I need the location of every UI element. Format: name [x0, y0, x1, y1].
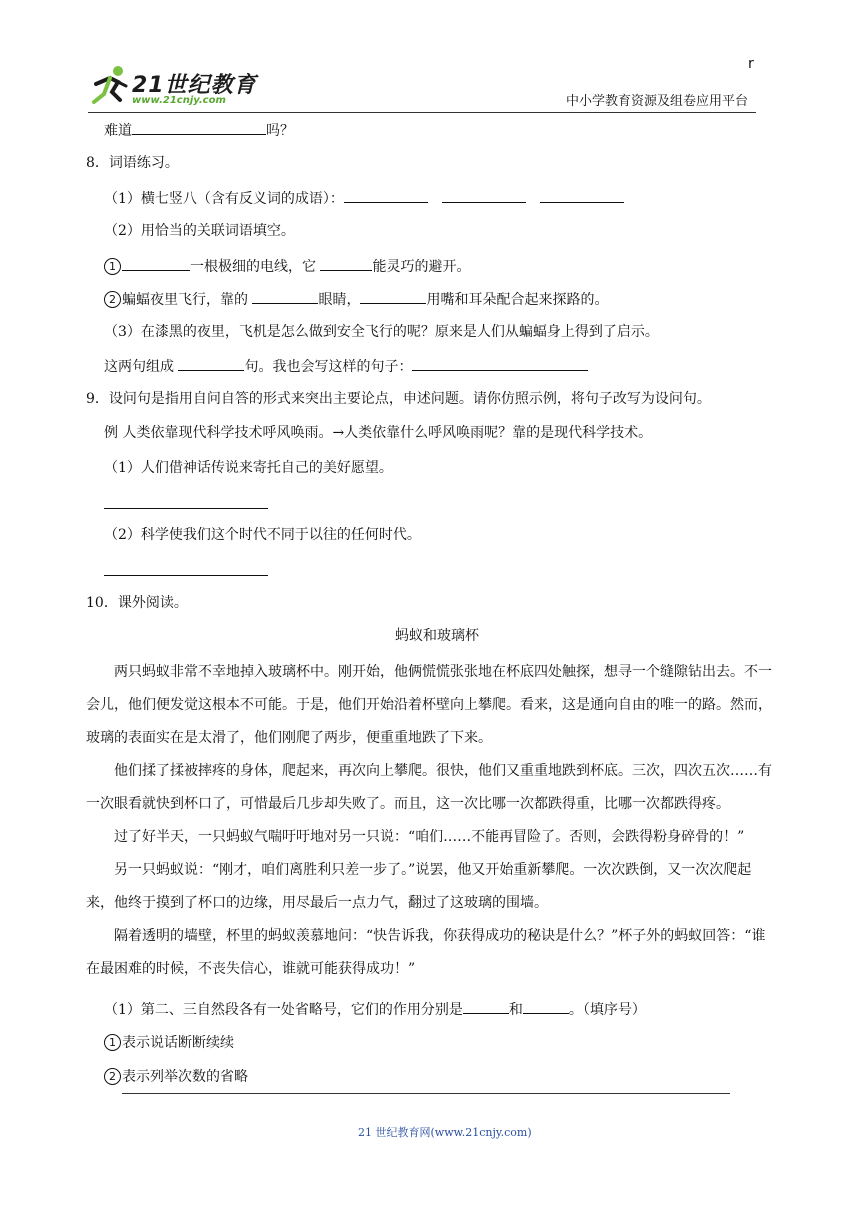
- q10-option-1-text: 表示说话断断续续: [122, 1035, 234, 1051]
- q10-option-2: [104, 1067, 248, 1087]
- q8-p3b-text-a: 这两句组成: [104, 359, 179, 375]
- q8-title: 8．词语练习。: [86, 155, 179, 171]
- q8-part2: （2）用恰当的关联词语填空。: [104, 223, 295, 239]
- q9-title: 9．设问句是指用自问自答的形式来突出主要论点，申述问题。请你仿照示例，将句子改写为设问句。: [86, 391, 711, 407]
- q8-part1: [104, 188, 624, 209]
- q8-own-sentence-blank[interactable]: [412, 356, 588, 371]
- q9-sentence-1: （1）人们借神话传说来寄托自己的美好愿望。: [104, 460, 393, 476]
- circled-number-1: 1: [104, 258, 121, 275]
- q7-prefix: 难道: [104, 123, 132, 139]
- q8-idiom-blank-1[interactable]: [344, 188, 428, 203]
- header-logo: [88, 62, 258, 110]
- q8-c1-text-b: 能灵巧的避开。: [372, 259, 471, 275]
- q8-sentence-type-blank[interactable]: [178, 356, 244, 371]
- q7-blank[interactable]: [132, 120, 266, 135]
- story-paragraph-3: 过了好半天，一只蚂蚁气喘吁吁地对另一只说：“咱们……不能再冒险了。否则，会跌得粉身碎骨的！”: [114, 829, 745, 845]
- footer-text: 21 世纪教育网(www.21cnjy.com): [358, 1126, 532, 1139]
- circled-number-2: 2: [104, 1068, 121, 1085]
- logo-title: 21世纪教育: [132, 73, 257, 98]
- q8-p3b-text-b: 句。我也会写这样的句子：: [244, 359, 413, 375]
- q10-option-1: [104, 1033, 234, 1053]
- q8-c2-blank-2[interactable]: [360, 289, 426, 304]
- q8-c2-text-b: 眼睛，: [318, 292, 361, 308]
- story-paragraph-1: 两只蚂蚁非常不幸地掉入玻璃杯中。刚开始，他俩慌慌张张地在杯底四处触探，想寻一个缝隙钻出去。不一会儿，他们便发觉这根本不可能。于是，他们开始沿着杯壁向上攀爬。看来，这是通向自由的唯一的路。然而，玻璃的表面实在是太滑了，他们刚爬了两步，便重重地跌了下来。: [86, 664, 772, 746]
- q10-sub1-text-c: 。（填序号）: [568, 1002, 646, 1018]
- q10-sub1-blank-2[interactable]: [523, 999, 569, 1014]
- q9-example: 例 人类依靠现代科学技术呼风唤雨。→人类依靠什么呼风唤雨呢？靠的是现代科学技术。: [104, 425, 653, 441]
- header-rule: [88, 112, 756, 113]
- q10-sub1-text-b: 和: [508, 1002, 523, 1018]
- q10-option-2-text: 表示列举次数的省略: [122, 1069, 248, 1085]
- q8-c1-blank-1[interactable]: [122, 256, 190, 271]
- q10-title: 10．课外阅读。: [86, 595, 188, 611]
- story-paragraph-2: 他们揉了揉被摔疼的身体，爬起来，再次向上攀爬。很快，他们又重重地跌到杯底。三次，四次五次……有一次眼看就快到杯口了，可惜最后几步却失败了。而且，这一次比哪一次都跌得重，比哪一次都跌得疼。: [86, 763, 772, 812]
- q10-sub1: [104, 999, 646, 1020]
- story-paragraph-5: 隔着透明的墙壁，杯里的蚂蚁羡慕地问：“快告诉我，你获得成功的秘诀是什么？”杯子外的蚂蚁回答：“谁在最困难的时候，不丧失信心，谁就可能获得成功！”: [86, 928, 766, 977]
- q8-part3: （3）在漆黑的夜里，飞机是怎么做到安全飞行的呢？原来是人们从蝙蝠身上得到了启示。: [104, 324, 659, 340]
- q8-choice-2: [104, 289, 608, 310]
- q8-c1-blank-2[interactable]: [320, 256, 372, 271]
- q8-c2-blank-1[interactable]: [252, 289, 318, 304]
- story-title: 蚂蚁和玻璃杯: [395, 628, 479, 644]
- q7-suffix: 吗？: [266, 123, 294, 139]
- platform-name: 中小学教育资源及组卷应用平台: [566, 94, 749, 109]
- q9-sentence-2: （2）科学使我们这个时代不同于以往的任何时代。: [104, 527, 421, 543]
- runner-logo-icon: [88, 62, 132, 110]
- story-paragraph-4: 另一只蚂蚁说：“刚才，咱们离胜利只差一步了。”说罢，他又开始重新攀爬。一次次跌倒，又一次次爬起来，他终于摸到了杯口的边缘，用尽最后一点力气，翻过了这玻璃的围墙。: [86, 862, 752, 911]
- q8-choice-1: [104, 256, 470, 277]
- q8-idiom-blank-2[interactable]: [442, 188, 526, 203]
- circled-number-2: 2: [104, 291, 121, 308]
- q7-tail-line: [104, 120, 294, 141]
- logo-url: www.21cnjy.com: [132, 95, 226, 106]
- q10-sub1-blank-1[interactable]: [463, 999, 509, 1014]
- q8-idiom-blank-3[interactable]: [540, 188, 624, 203]
- q8-part3-answer: [104, 356, 588, 377]
- q8-c2-text-a: 蝙蝠夜里飞行，靠的: [122, 292, 253, 308]
- q8-c1-text-a: 一根极细的电线，它: [190, 259, 321, 275]
- corner-mark: r: [748, 56, 754, 72]
- footer-rule: [122, 1093, 730, 1094]
- q8-c2-text-c: 用嘴和耳朵配合起来探路的。: [426, 292, 609, 308]
- circled-number-1: 1: [104, 1034, 121, 1051]
- q8-part1-text: （1）横七竖八（含有反义词的成语）：: [104, 191, 344, 207]
- q9-answer-line-1[interactable]: [104, 508, 268, 509]
- q9-answer-line-2[interactable]: [104, 575, 268, 576]
- q10-sub1-text-a: （1）第二、三自然段各有一处省略号，它们的作用分别是: [104, 1002, 463, 1018]
